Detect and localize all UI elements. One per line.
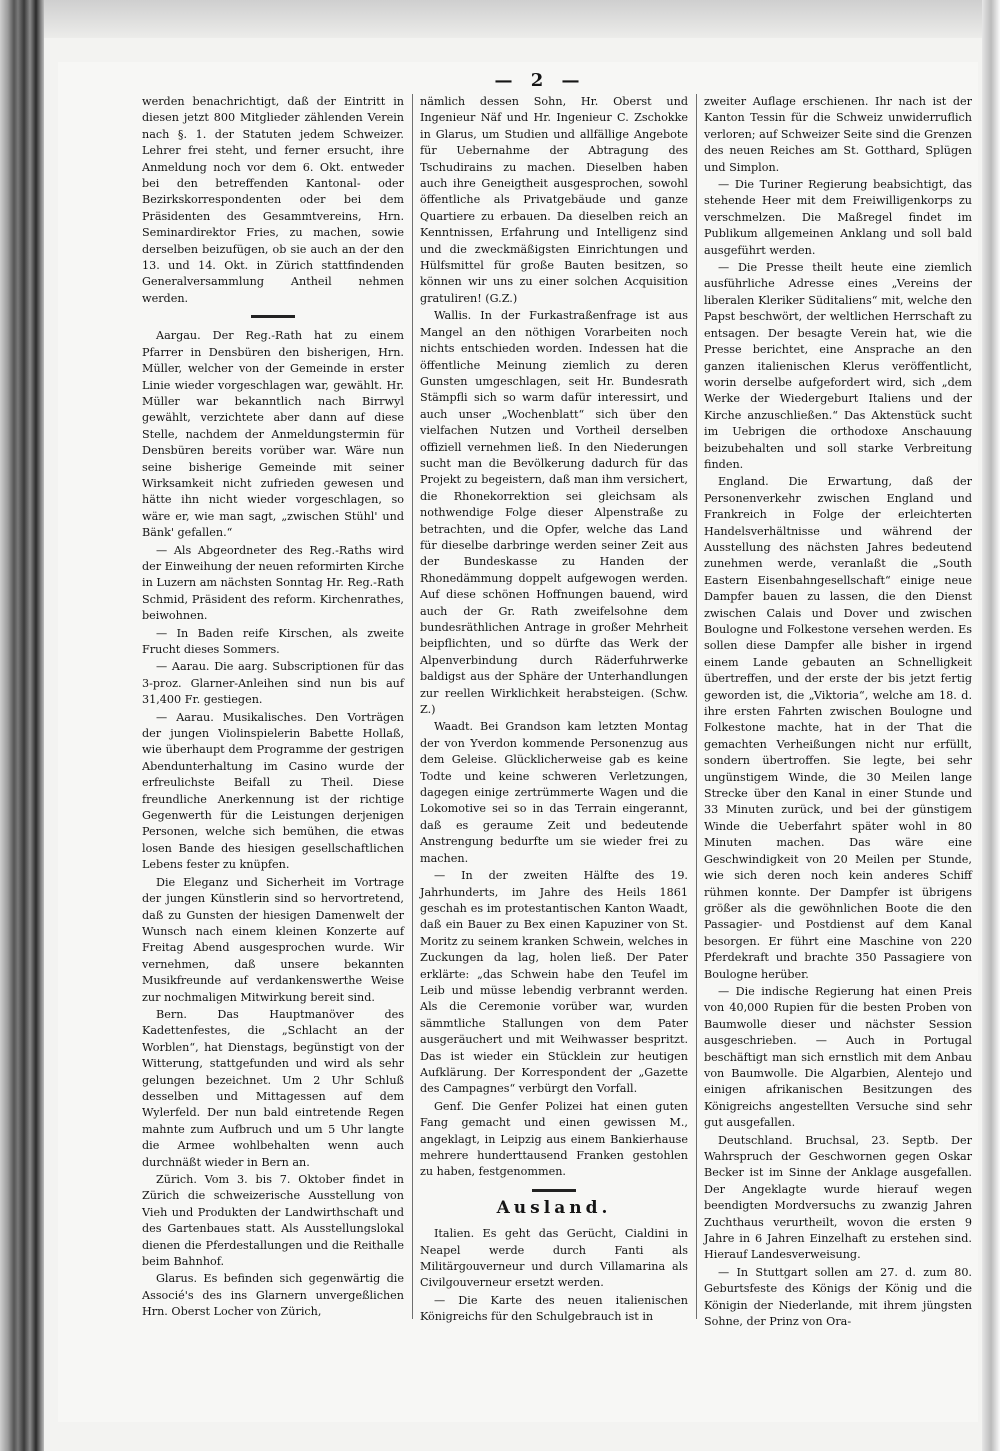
- article-waadt-kapuziner: — In der zweiten Hälfte des 19. Jahrhunderts, im Jahre des Heils 1861 geschah es im protestantischen Kanton Waadt, daß ein Bauer zu Bex einen Kapuziner von St. Moritz zu seinem kranken Schwein, welches in Zuckungen da lag, holen ließ. Der Pater erklärte: „das Schwein habe den Teufel im Leib und müsse lebendig verbrannt werden. Als die Ceremonie vorüber war, wurden sämmtliche Stallungen von dem Pater ausgeräuchert und mit Weihwasser bespritzt. Das ist wieder ein Stücklein zur heutigen Aufklärung. Der Korrespondent der „Gazette des Campagnes“ verbürgt den Vorfall.: [420, 869, 688, 1096]
- article-aarau-musikalisches: — Aarau. Musikalisches. Den Vorträgen der jungen Violinspielerin Babette Hollaß, wie überhaupt dem Programme der gestrigen Abendunterhaltung im Casino wurde der erfreulichste Beifall zu Theil. Diese freundliche Anerkennung ist der richtige Gegenwerth für die Leistungen derjenigen Personen, welche sich bemühen, die etwas losen Bande des hiesigen gesellschaftlichen Lebens fester zu knüpfen.: [142, 710, 404, 872]
- article-aargau-pfarrwahl: Aargau. Der Reg.-Rath hat zu einem Pfarrer in Densbüren den bisherigen, Hrn. Müller, welcher von der Gemeinde in erster Linie wieder vorgeschlagen war, gewählt. Hr. Müller war bekanntlich nach Birrwyl gewählt, verzichtete aber dann auf diese Stelle, nachdem der Anmeldungstermin für Densbüren bereits vorüber war. Wäre nun seine bisherige Gemeinde mit seiner Wirksamkeit nicht zufrieden gewesen und hätte ihn nicht wieder vorgeschlagen, so wäre er, wie man sagt, „zwischen Stühl' und Bänk' gefallen.“: [142, 329, 404, 540]
- article-lehrerverein-end: werden benachrichtigt, daß der Eintritt in diesen jetzt 800 Mitglieder zählenden Verein nach §. 1. der Statuten jedem Schweizer. Lehrer frei steht, und ferner ersucht, ihre Anmeldung noch vor dem 6. Okt. entweder bei den betreffenden Kantonal- oder Bezirkskorrespondenten oder bei dem Präsidenten des Gesammtvereins, Hrn. Seminardirektor Fries, zu machen, sowie derselben beizufügen, ob sie auch an der den 13. und 14. Okt. in Zürich stattfindenden Generalversammlung Antheil nehmen werden.: [142, 95, 404, 305]
- article-wallis-furka: Wallis. In der Furkastraßenfrage ist aus Mangel an den nöthigen Vorarbeiten noch nichts entschieden worden. Indessen hat die öffentliche Meinung ziemlich zu deren Gunsten umgeschlagen, seit Hr. Bundesrath Stämpfli sich so warm dafür interessirt, und auch unser „Wochenblatt“ sich über den vielfachen Nutzen und Vortheil derselben offiziell vernehmen ließ. In den Niederungen sucht man die Bevölkerung dadurch für das Projekt zu begeistern, daß man ihm versichert, die Rhonekorrektion sei gleichsam als nothwendige Folge dieser Alpenstraße zu betrachten, und die Opfer, welche das Land für dieselbe darbringe werden seiner Zeit aus der Bundeskasse zu Handen der Rhonedämmung doppelt aufgewogen werden. Auf diese schönen Hoffnungen bauend, wird auch der Gr. Rath zweifelsohne dem bundesräthlichen Antrage in großer Mehrheit beipflichten, und so dürfte das Werk der Alpenverbindung durch Räderfuhrwerke baldigst aus der Sphäre der Unterhandlungen zur reellen Wirklichkeit herabsteigen. (Schw. Z.): [420, 309, 688, 717]
- article-waadt-grandson: Waadt. Bei Grandson kam letzten Montag der von Yverdon kommende Personenzug aus dem Geleise. Glücklicherweise gab es keine Todte und keine schweren Verletzungen, dagegen einige zertrümmerte Wagen und die Lokomotive sei so in das Terrain eingerannt, daß es geraume Zeit und bedeutende Anstrengung bedurfte um sie wieder frei zu machen.: [420, 720, 688, 865]
- article-baden-kirschen: — In Baden reife Kirschen, als zweite Frucht dieses Sommers.: [142, 626, 404, 656]
- section-divider-ausland: [532, 1189, 576, 1192]
- article-indien-baumwolle: — Die indische Regierung hat einen Preis von 40,000 Rupien für die besten Proben von Baumwolle dieser und nächster Session ausgeschrieben. — Auch in Portugal beschäftigt man sich ernstlich mit dem Anbau von Baumwolle. Die Algarbien, Alentejo und einigen afrikanischen Besitzungen des Königreichs angestellten Versuche sind sehr gut ausgefallen.: [704, 984, 972, 1130]
- article-italien-cialdini: Italien. Es geht das Gerücht, Cialdini in Neapel werde durch Fanti als Militärgouverneur und durch Villamarina als Civilgouverneur ersetzt werden.: [420, 1227, 688, 1290]
- article-bern-kadettenfest: Bern. Das Hauptmanöver des Kadettenfestes, die „Schlacht an der Worblen“, hat Dienstags, begünstigt von der Witterung, stattgefunden und wird als sehr gelungen bezeichnet. Um 2 Uhr Schluß desselben und Mittagessen auf dem Wylerfeld. Der nun bald eintretende Regen mahnte zum Aufbruch und um 5 Uhr langte die Armee wohlbehalten wenn auch durchnäßt wieder in Bern an.: [142, 1007, 404, 1169]
- article-glarus-start: Glarus. Es befinden sich gegenwärtig die Associé's des ins Glarnern unvergeßlichen Hrn. Oberst Locher von Zürich,: [142, 1272, 404, 1319]
- column-rule-1: [412, 94, 413, 1319]
- article-england-dampfer: England. Die Erwartung, daß der Personenverkehr zwischen England und Frankreich in Folge der erleichterten Handelsverhältnisse und während der Ausstellung des nächsten Jahres bedeutend zunehmen werde, veranlaßt die „South Eastern Eisenbahngesellschaft“ einige neue Dampfer bauen zu lassen, die den Dienst zwischen Calais und Dover und zwischen Boulogne und Folkestone versehen werden. Es sollen diese Dampfer alle bisher in irgend einem Lande gebauten an Schnelligkeit übertreffen, und der erste der bis jetzt fertig geworden ist, die „Viktoria“, welche am 18. d. ihre ersten Fahrten zwischen Boulogne und Folkestone machte, hat in der That die gemachten Verheißungen nicht nur erfüllt, sondern übertroffen. Sie legte, bei sehr ungünstigem Winde, die 30 Meilen lange Strecke über den Kanal in einer Stunde und 33 Minuten zurück, und bei der günstigem Winde die Ueberfahrt später wohl in 80 Minuten machen. Das wäre eine Geschwindigkeit von 20 Meilen per Stunde, wie sich deren noch kein anderes Schiff rühmen konnte. Der Dampfer ist übrigens größer als die gewöhnlichen Boote die den Passagier- und Postdienst auf dem Kanal besorgen. Er führt eine Maschine von 220 Pferdekraft und brachte 350 Passagiere von Boulogne herüber.: [704, 475, 972, 981]
- column-1: [142, 94, 404, 1322]
- article-genf-polizei: Genf. Die Genfer Polizei hat einen guten Fang gemacht und einen gewissen M., angeklagt, in Leipzig aus einem Bankierhause mehrere hunderttausend Franken gestohlen zu haben, festgenommen.: [420, 1099, 688, 1179]
- section-divider: [251, 315, 295, 318]
- column-3: [704, 94, 972, 1331]
- article-italien-karte-start: — Die Karte des neuen italienischen Königreichs für den Schulgebrauch ist in: [420, 1293, 688, 1324]
- page-number: — 2 —: [494, 70, 586, 91]
- book-binding-edge: [0, 0, 44, 1451]
- section-heading-ausland: Ausland.: [496, 1197, 612, 1218]
- scan-right-edge: [982, 0, 1000, 1451]
- scan-top-margin: [44, 0, 984, 38]
- article-italien-karte-cont: zweiter Auflage erschienen. Ihr nach ist der Kanton Tessin für die Schweiz unwiderruflich verloren; auf Schweizer Seite sind die Grenzen des neuen Reiches am St. Gotthard, Splügen und Simplon.: [704, 95, 972, 174]
- article-aarau-subscriptionen: — Aarau. Die aarg. Subscriptionen für das 3-proz. Glarner-Anleihen sind nun bis auf 31,400 Fr. gestiegen.: [142, 660, 404, 707]
- article-aargau-kirche-luzern: — Als Abgeordneter des Reg.-Raths wird der Einweihung der neuen reformirten Kirche in Luzern am nächsten Sonntag Hr. Reg.-Rath Schmid, Präsident des reform. Kirchenrathes, beiwohnen.: [142, 543, 404, 623]
- article-turin-heer: — Die Turiner Regierung beabsichtigt, das stehende Heer mit dem Freiwilligenkorps zu verschmelzen. Die Maßregel findet im Publikum allgemeinen Anklang und soll bald ausgeführt werden.: [704, 178, 972, 257]
- article-deutschland-bruchsal: Deutschland. Bruchsal, 23. Septb. Der Wahrspruch der Geschwornen gegen Oskar Becker ist im Sinne der Anklage ausgefallen. Der Angeklagte wurde hierauf wegen beendigten Mordversuchs zu zwanzig Jahren Zuchthaus verurtheilt, wovon die ersten 9 Jahre in 6 Jahren Einzelhaft zu erstehen sind. Hierauf Landesverweisung.: [704, 1133, 972, 1262]
- article-stuttgart-start: — In Stuttgart sollen am 27. d. zum 80. Geburtsfeste des Königs der König und die Königin der Niederlande, mit ihrem jüngsten Sohne, der Prinz von Ora-: [704, 1265, 972, 1329]
- article-presse-kleriker: — Die Presse theilt heute eine ziemlich ausführliche Adresse eines „Vereins der liberalen Kleriker Süditaliens“ mit, welche den Papst beschwört, der weltlichen Herrschaft zu entsagen. Der besagte Verein hat, wie die Presse berichtet, eine Ansprache an den ganzen italienischen Klerus veröffentlicht, worin derselbe aufgefordert wird, sich „dem Werke der Wiedergeburt Italiens und der Kirche anzuschließen.“ Das Aktenstück sucht im Uebrigen die orthodoxe Anschauung beizubehalten und soll starke Verbreitung finden.: [704, 261, 972, 471]
- column-rule-2: [696, 94, 697, 1319]
- article-glarus-cont: nämlich dessen Sohn, Hr. Oberst und Ingenieur Näf und Hr. Ingenieur C. Zschokke in Glarus, um Studien und allfällige Angebote für Uebernahme der Abtragung des Tschudirains zu machen. Dieselben haben auch ihre Geneigtheit ausgesprochen, sowohl öffentliche als Privatgebäude und ganze Quartiere zu erbauen. Da dieselben reich an Kenntnissen, Erfahrung und Intelligenz sind und die zweckmäßigsten Einrichtungen und Hülfsmittel für große Bauten besitzen, so können wir uns zu einer solchen Acquisition gratuliren! (G.Z.): [420, 95, 688, 305]
- column-2: [420, 94, 688, 1327]
- article-zuerich-ausstellung: Zürich. Vom 3. bis 7. Oktober findet in Zürich die schweizerische Ausstellung von Vieh und Produkten der Landwirthschaft und des Gartenbaues statt. Als Ausstellungslokal dienen die Pferdestallungen und die Reithalle beim Bahnhof.: [142, 1173, 404, 1269]
- article-aarau-musik-cont: Die Eleganz und Sicherheit im Vortrage der jungen Künstlerin sind so hervortretend, daß zu Gunsten der hiesigen Damenwelt der Wunsch nach einem kleinen Konzerte auf Freitag Abend ausgesprochen wurde. Wir vernehmen, daß unsere bekannten Musikfreunde auf verdankenswerthe Weise zur nochmaligen Mitwirkung bereit sind.: [142, 875, 404, 1004]
